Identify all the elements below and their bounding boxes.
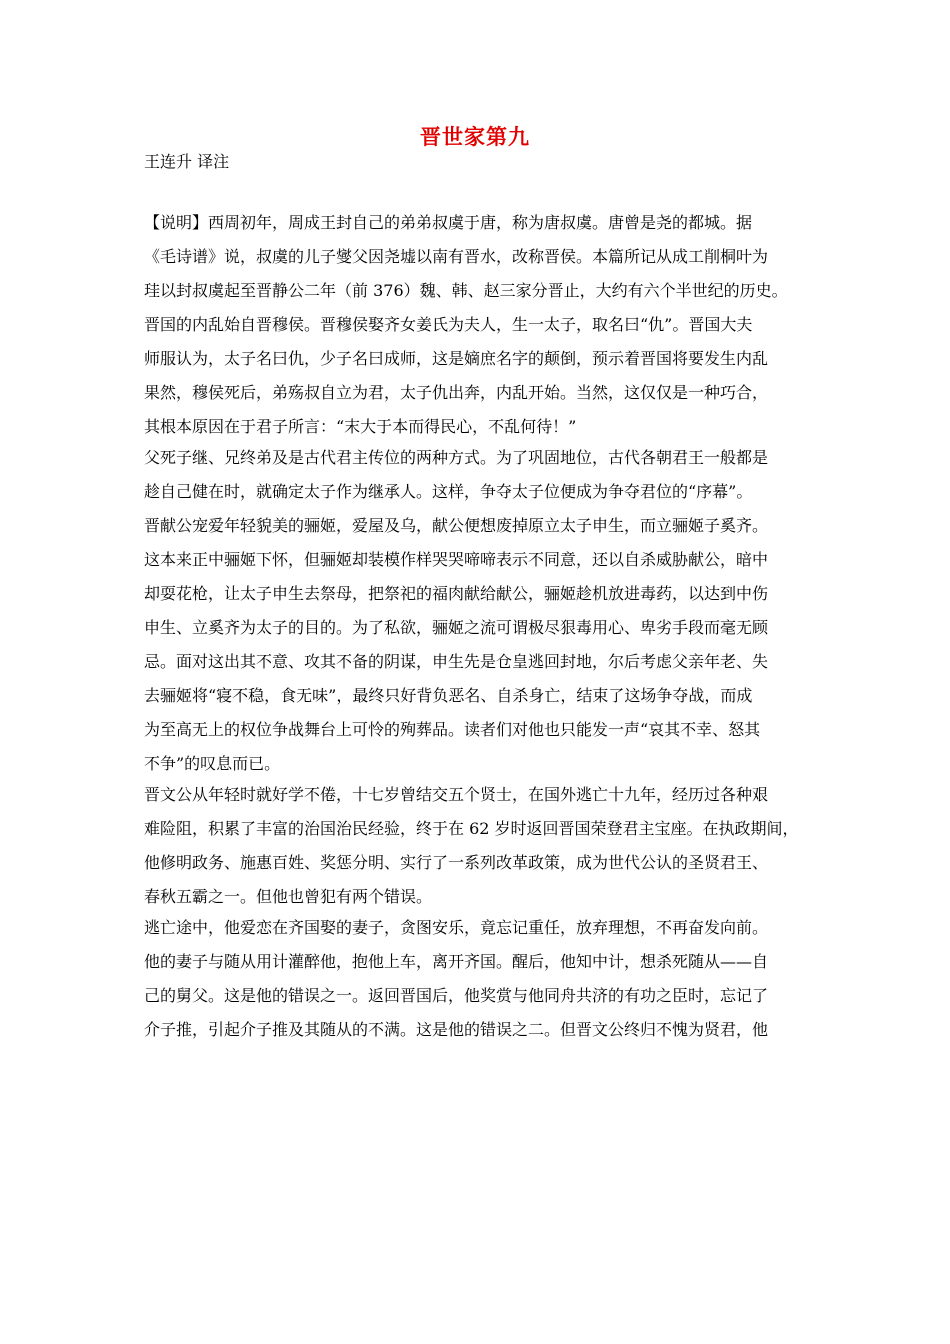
author-line: 王连升 译注 [144, 152, 230, 171]
text-line: 难险阻，积累了丰富的治国治民经验，终于在 62 岁时返回晋国荣登君主宝座。在执政期间， [144, 819, 799, 838]
text-line: 晋文公从年轻时就好学不倦，十七岁曾结交五个贤士，在国外逃亡十九年，经历过各种艰 [144, 785, 769, 804]
text-line: 忌。面对这出其不意、攻其不备的阴谋，申生先是仓皇逃回封地，尔后考虑父亲年老、失 [144, 652, 769, 671]
text-line: 他的妻子与随从用计灌醉他，抱他上车，离开齐国。醒后，他知中计，想杀死随从——自 [144, 952, 769, 971]
body-text [144, 206, 824, 1047]
text-line: 这本来正中骊姬下怀，但骊姬却装模作样哭哭啼啼表示不同意，还以自杀威胁献公，暗中 [144, 550, 769, 569]
paragraph-wen-gong [144, 778, 824, 914]
text-line: 晋献公宠爱年轻貌美的骊姬，爱屋及乌，献公便想废掉原立太子申生，而立骊姬子奚齐。 [144, 516, 769, 535]
paragraph-intro [144, 206, 824, 444]
text-line: 趁自己健在时，就确定太子作为继承人。这样，争夺太子位便成为争夺君位的“序幕”。 [144, 482, 753, 501]
text-line: 去骊姬将“寝不稳，食无味”，最终只好背负恶名、自杀身亡，结束了这场争夺战，而成 [144, 686, 753, 705]
text-line: 介子推，引起介子推及其随从的不满。这是他的错误之二。但晋文公终归不愧为贤君，他 [144, 1020, 769, 1039]
text-line: 父死子继、兄终弟及是古代君主传位的两种方式。为了巩固地位，古代各朝君王一般都是 [144, 448, 769, 467]
text-line: 《毛诗谱》说，叔虞的儿子燮父因尧墟以南有晋水，改称晋侯。本篇所记从成工削桐叶为 [144, 247, 769, 266]
text-line: 师服认为，太子名曰仇，少子名曰成师，这是嫡庶名字的颠倒，预示着晋国将要发生内乱 [144, 349, 769, 368]
text-line: 不争”的叹息而已。 [144, 754, 281, 773]
text-line: 【说明】西周初年，周成王封自己的弟弟叔虞于唐，称为唐叔虞。唐曾是尧的都城。据 [144, 213, 753, 232]
text-line: 果然，穆侯死后，弟殇叔自立为君，太子仇出奔，内乱开始。当然，这仅仅是一种巧合， [144, 383, 769, 402]
text-line: 其根本原因在于君子所言：“末大于本而得民心，不乱何待！” [144, 417, 577, 436]
text-line: 却耍花枪，让太子申生去祭母，把祭祀的福肉献给献公，骊姬趁机放进毒药，以达到中伤 [144, 584, 769, 603]
text-line: 珪以封叔虞起至晋静公二年（前 376）魏、韩、赵三家分晋止，大约有六个半世纪的历史。 [144, 281, 788, 300]
text-line: 申生、立奚齐为太子的目的。为了私欲，骊姬之流可谓极尽狠毒用心、卑劣手段而毫无顾 [144, 618, 769, 637]
document-title: 晋世家第九 [420, 124, 530, 149]
text-line: 己的舅父。这是他的错误之一。返回晋国后，他奖赏与他同舟共济的有功之臣时，忘记了 [144, 986, 769, 1005]
text-line: 晋国的内乱始自晋穆侯。晋穆侯娶齐女姜氏为夫人，生一太子，取名曰“仇”。晋国大夫 [144, 315, 753, 334]
paragraph-succession [144, 441, 824, 781]
text-line: 逃亡途中，他爱恋在齐国娶的妻子，贪图安乐，竟忘记重任，放弃理想，不再奋发向前。 [144, 918, 769, 937]
paragraph-exile [144, 911, 824, 1047]
text-line: 为至高无上的权位争战舞台上可怜的殉葬品。读者们对他也只能发一声“哀其不幸、怒其 [144, 720, 761, 739]
text-line: 春秋五霸之一。但他也曾犯有两个错误。 [144, 887, 433, 906]
text-line: 他修明政务、施惠百姓、奖惩分明、实行了一系列改革政策，成为世代公认的圣贤君王、 [144, 853, 769, 872]
